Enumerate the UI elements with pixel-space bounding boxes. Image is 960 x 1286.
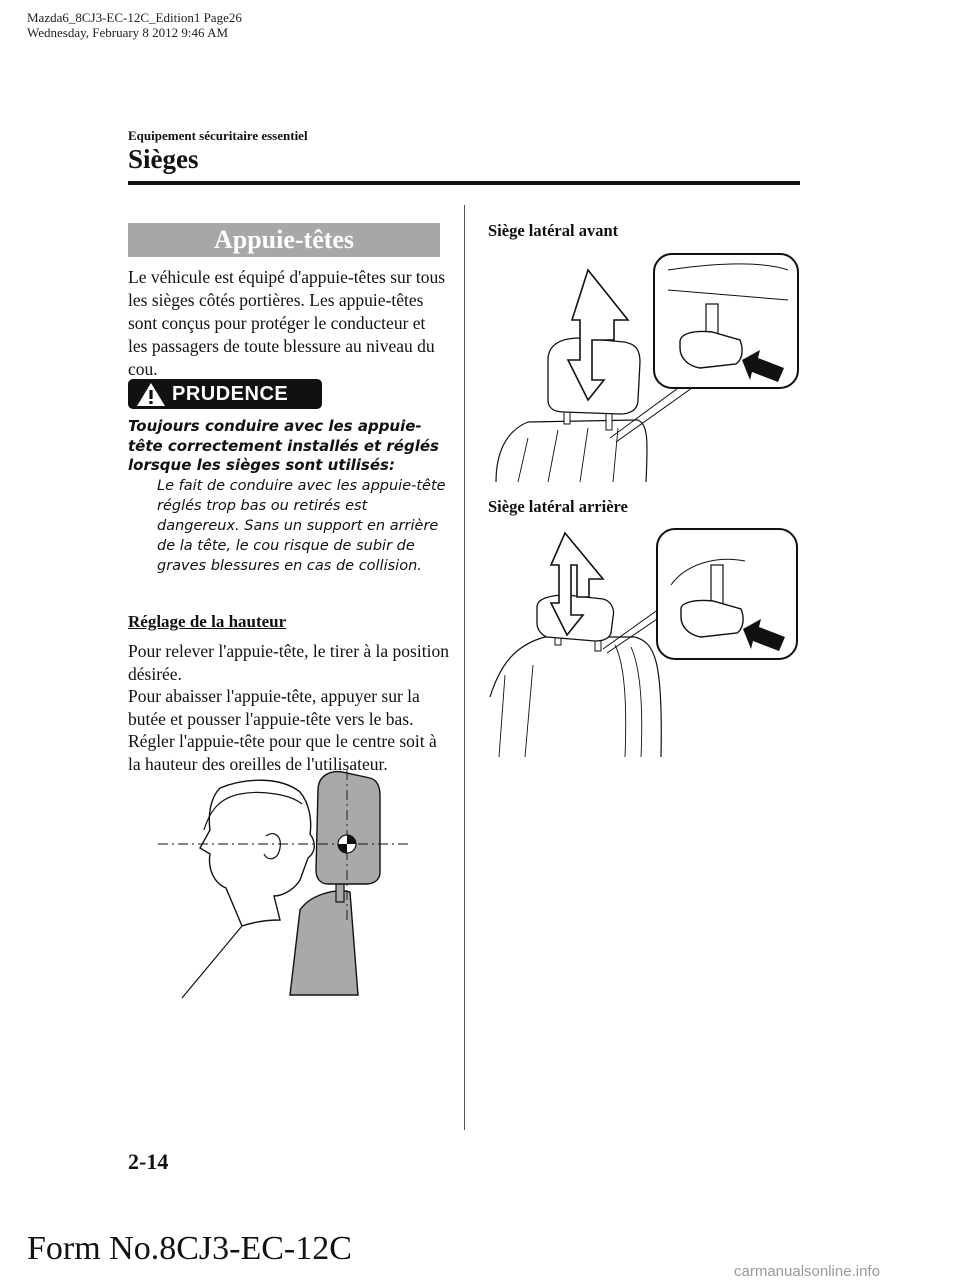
caution-label: PRUDENCE xyxy=(172,383,289,405)
headrest-cushion xyxy=(316,772,380,884)
caution-body: Le fait de conduire avec les appuie-tête réglés trop bas ou retirés est dangereux. Sans un support en arrière de la tête, le cou risque de subir de graves blessures en cas de collision. xyxy=(157,478,446,574)
height-adjust-text xyxy=(128,640,450,775)
caution-lead: Toujours conduire avec les appuie-tête correctement installés et réglés lorsque les sièges sont utilisés: xyxy=(128,417,439,474)
seat-back-outline xyxy=(490,637,661,757)
torso-line xyxy=(182,926,242,998)
print-header xyxy=(27,10,242,40)
print-header-filename: Mazda6_8CJ3-EC-12C_Edition1 Page26 xyxy=(27,10,242,25)
headrest-support-shape xyxy=(290,891,358,995)
front-seat-caption: Siège latéral avant xyxy=(488,221,619,240)
warning-triangle-icon xyxy=(136,382,166,407)
height-adjust-title: Réglage de la hauteur xyxy=(128,612,287,631)
watermark: carmanualsonline.info xyxy=(734,1263,880,1280)
section-title: Equipement sécuritaire essentiel xyxy=(128,128,308,143)
chapter-rule xyxy=(128,181,800,185)
position-instruction: Régler l'appuie-tête pour que le centre soit à la hauteur des oreilles de l'utilisateur. xyxy=(128,731,437,774)
seat-back-outline xyxy=(496,420,647,482)
head-headrest-illustration xyxy=(150,770,420,1010)
form-number: Form No.8CJ3-EC-12C xyxy=(27,1230,352,1267)
lower-instruction: Pour abaisser l'appuie-tête, appuyer sur la butée et pousser l'appuie-tête vers le bas. xyxy=(128,686,420,729)
raise-instruction: Pour relever l'appuie-tête, le tirer à la position désirée. xyxy=(128,641,449,684)
head-silhouette xyxy=(200,780,314,926)
column-divider xyxy=(464,205,465,1130)
intro-paragraph: Le véhicule est équipé d'appuie-têtes sur tous les sièges côtés portières. Les appuie-têtes sont conçus pour protéger le conducteur et les passagers de toute blessure au niveau du cou. xyxy=(128,267,446,379)
print-header-date: Wednesday, February 8 2012 9:46 AM xyxy=(27,25,229,40)
rear-seat-caption: Siège latéral arrière xyxy=(488,497,628,516)
topic-banner: Appuie-têtes xyxy=(128,223,440,257)
front-seat-illustration xyxy=(488,250,803,485)
caution-badge xyxy=(128,379,322,409)
chapter-title: Sièges xyxy=(128,144,199,174)
page-number: 2-14 xyxy=(128,1149,169,1174)
headrest-outline xyxy=(548,338,640,414)
rear-seat-illustration xyxy=(485,525,800,760)
